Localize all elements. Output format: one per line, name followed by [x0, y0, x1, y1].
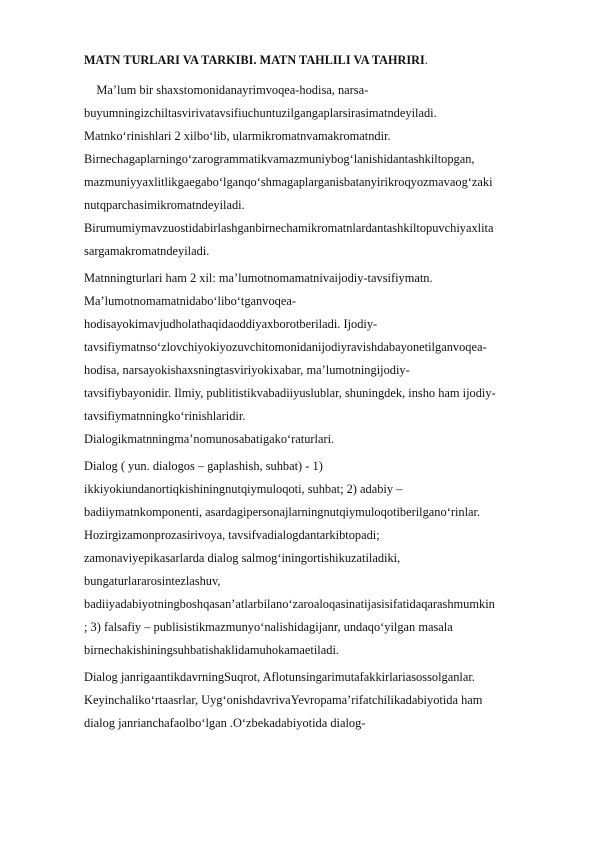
paragraph-matn-definition	[84, 79, 556, 263]
text-line: buyumningizchiltasvirivatavsifiuchuntuzilgangaplarsirasimatndeyiladi.	[84, 106, 437, 120]
text-line: hodisayokimavjudholathaqidaoddiyaxborotberiladi. Ijodiy-	[84, 317, 378, 331]
text-line: tavsifiybayonidir. Ilmiy, publitistikvabadiiyuslublar, shuningdek, insho ham ijodiy-	[84, 386, 496, 400]
text-line: Dialog ( yun. dialogos – gaplashish, suhbat) - 1)	[84, 459, 323, 473]
text-line: nutqparchasimikromatndeyiladi.	[84, 198, 245, 212]
text-line: sargamakromatndeyiladi.	[84, 244, 210, 258]
document-title	[84, 52, 556, 68]
text-line: Ma’lum bir shaxstomonidanayrimvoqea-hodisa, narsa-	[84, 83, 369, 97]
text-line: ; 3) falsafiy – publisistikmazmunyo‘nalishidagijanr, undaqo‘yilgan masala	[84, 620, 453, 634]
text-line: tavsifiymatnningko‘rinishlaridir.	[84, 409, 246, 423]
text-line: ikkiyokiundanortiqkishiningnutqiymuloqoti, suhbat; 2) adabiy –	[84, 482, 403, 496]
text-line: Matnko‘rinishlari 2 xilbo‘lib, ularmikromatnvamakromatndir.	[84, 129, 391, 143]
text-line: birnechakishiningsuhbatishaklidamuhokamaetiladi.	[84, 643, 339, 657]
text-line: Matnningturlari ham 2 xil: ma’lumotnomamatnivaijodiy-tavsifiymatn.	[84, 271, 433, 285]
text-line: badiiymatnkomponenti, asardagipersonajlarningnutqiymuloqotiberilgano‘rinlar.	[84, 505, 481, 519]
text-line: Ma’lumotnomamatnidabo‘libo‘tganvoqea-	[84, 294, 296, 308]
text-line: Dialog janrigaantikdavrningSuqrot, Aflotunsingarimutafakkirlariasossolganlar.	[84, 670, 475, 684]
text-line: mazmuniyyaxlitlikgaegabo‘lganqo‘shmagaplarganisbatanyirikroqyozmavaog‘zaki	[84, 175, 493, 189]
text-line: zamonaviyepikasarlarda dialog salmog‘iningortishikuzatiladiki,	[84, 551, 401, 565]
text-line: tavsifiymatnso‘zlovchiyokiyozuvchitomonidanijodiyravishdabayonetilganvoqea-	[84, 340, 487, 354]
text-line: bungaturlararosintezlashuv,	[84, 574, 221, 588]
text-line: Birnechagaplarningo‘zarogrammatikvamazmuniybog‘lanishidantashkiltopgan,	[84, 152, 475, 166]
paragraph-matn-turlari	[84, 267, 556, 451]
text-line: Dialogikmatnningma’nomunosabatigako‘raturlari.	[84, 432, 335, 446]
text-line: hodisa, narsayokishaxsningtasviriyokixabar, ma’lumotningijodiy-	[84, 363, 410, 377]
text-line: dialog janrianchafaolbo‘lgan .O‘zbekadabiyotida dialog-	[84, 716, 366, 730]
text-line: Birumumiymavzuostidabirlashganbirnechamikromatnlardantashkiltopuvchiyaxlita	[84, 221, 494, 235]
paragraph-dialog-history	[84, 666, 556, 735]
text-line: Keyinchaliko‘rtaasrlar, Uyg‘onishdavrivaYevropama’rifatchilikadabiyotida ham	[84, 693, 483, 707]
document-title-period: .	[424, 53, 428, 67]
text-line: Hozirgizamonprozasirivoya, tavsifvadialogdantarkibtopadi;	[84, 528, 380, 542]
document-title-text: MATN TURLARI VA TARKIBI. MATN TAHLILI VA TAHRIRI	[84, 53, 425, 67]
text-line: badiiyadabiyotningboshqasan’atlarbilano‘zaroaloqasinatijasisifatidaqarashmumkin	[84, 597, 495, 611]
paragraph-dialog-definition	[84, 455, 556, 662]
